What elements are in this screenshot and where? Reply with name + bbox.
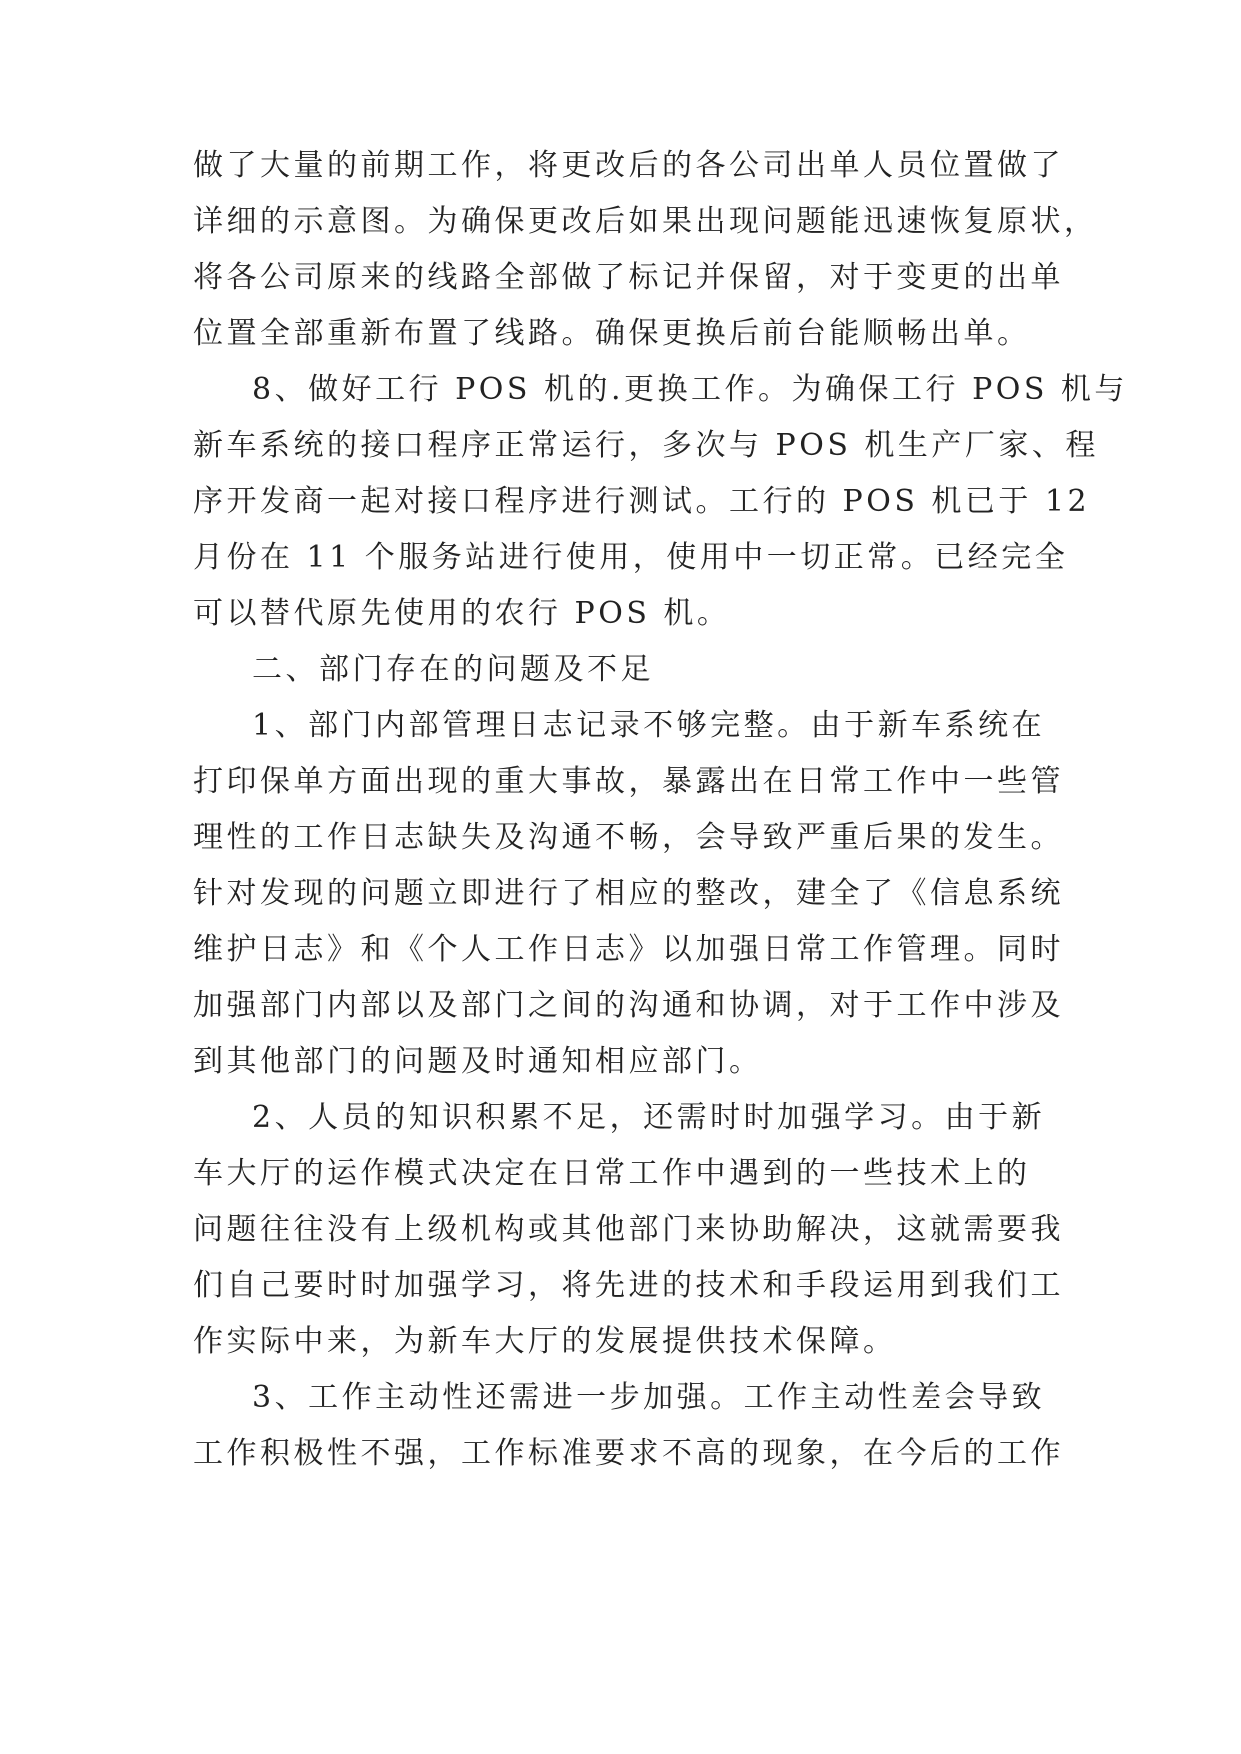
paragraph-start-line: 2、人员的知识积累不足，还需时时加强学习。由于新: [252, 1100, 1046, 1135]
body-text-line: 详细的示意图。为确保更改后如果出现问题能迅速恢复原状，: [193, 204, 1098, 239]
body-text-line: 们自己要时时加强学习，将先进的技术和手段运用到我们工: [193, 1268, 1064, 1303]
body-text-line: 可以替代原先使用的农行 POS 机。: [193, 596, 731, 631]
body-text-line: 工作积极性不强，工作标准要求不高的现象，在今后的工作: [193, 1436, 1064, 1471]
body-text-line: 加强部门内部以及部门之间的沟通和协调，对于工作中涉及: [193, 988, 1064, 1023]
paragraph-start-line: 1、部门内部管理日志记录不够完整。由于新车系统在: [252, 708, 1046, 743]
body-text-line: 理性的工作日志缺失及沟通不畅，会导致严重后果的发生。: [193, 820, 1064, 855]
paragraph-start-line: 8、做好工行 POS 机的.更换工作。为确保工行 POS 机与: [252, 372, 1128, 407]
section-heading: 二、部门存在的问题及不足: [252, 652, 654, 687]
body-text-line: 作实际中来，为新车大厅的发展提供技术保障。: [193, 1324, 897, 1359]
body-text-line: 车大厅的运作模式决定在日常工作中遇到的一些技术上的: [193, 1156, 1031, 1191]
body-text-line: 序开发商一起对接口程序进行测试。工行的 POS 机已于 12: [193, 484, 1091, 519]
paragraph-start-line: 3、工作主动性还需进一步加强。工作主动性差会导致: [252, 1380, 1046, 1415]
body-text-line: 位置全部重新布置了线路。确保更换后前台能顺畅出单。: [193, 316, 1031, 351]
body-text-line: 到其他部门的问题及时通知相应部门。: [193, 1044, 763, 1079]
body-text-line: 打印保单方面出现的重大事故，暴露出在日常工作中一些管: [193, 764, 1064, 799]
body-text-line: 针对发现的问题立即进行了相应的整改，建全了《信息系统: [193, 876, 1064, 911]
body-text-line: 新车系统的接口程序正常运行，多次与 POS 机生产厂家、程: [193, 428, 1099, 463]
body-text-line: 月份在 11 个服务站进行使用，使用中一切正常。已经完全: [193, 540, 1069, 575]
body-text-line: 做了大量的前期工作，将更改后的各公司出单人员位置做了: [193, 148, 1064, 183]
body-text-line: 维护日志》和《个人工作日志》以加强日常工作管理。同时: [193, 932, 1064, 967]
body-text-line: 问题往往没有上级机构或其他部门来协助解决，这就需要我: [193, 1212, 1064, 1247]
body-text-line: 将各公司原来的线路全部做了标记并保留，对于变更的出单: [193, 260, 1064, 295]
